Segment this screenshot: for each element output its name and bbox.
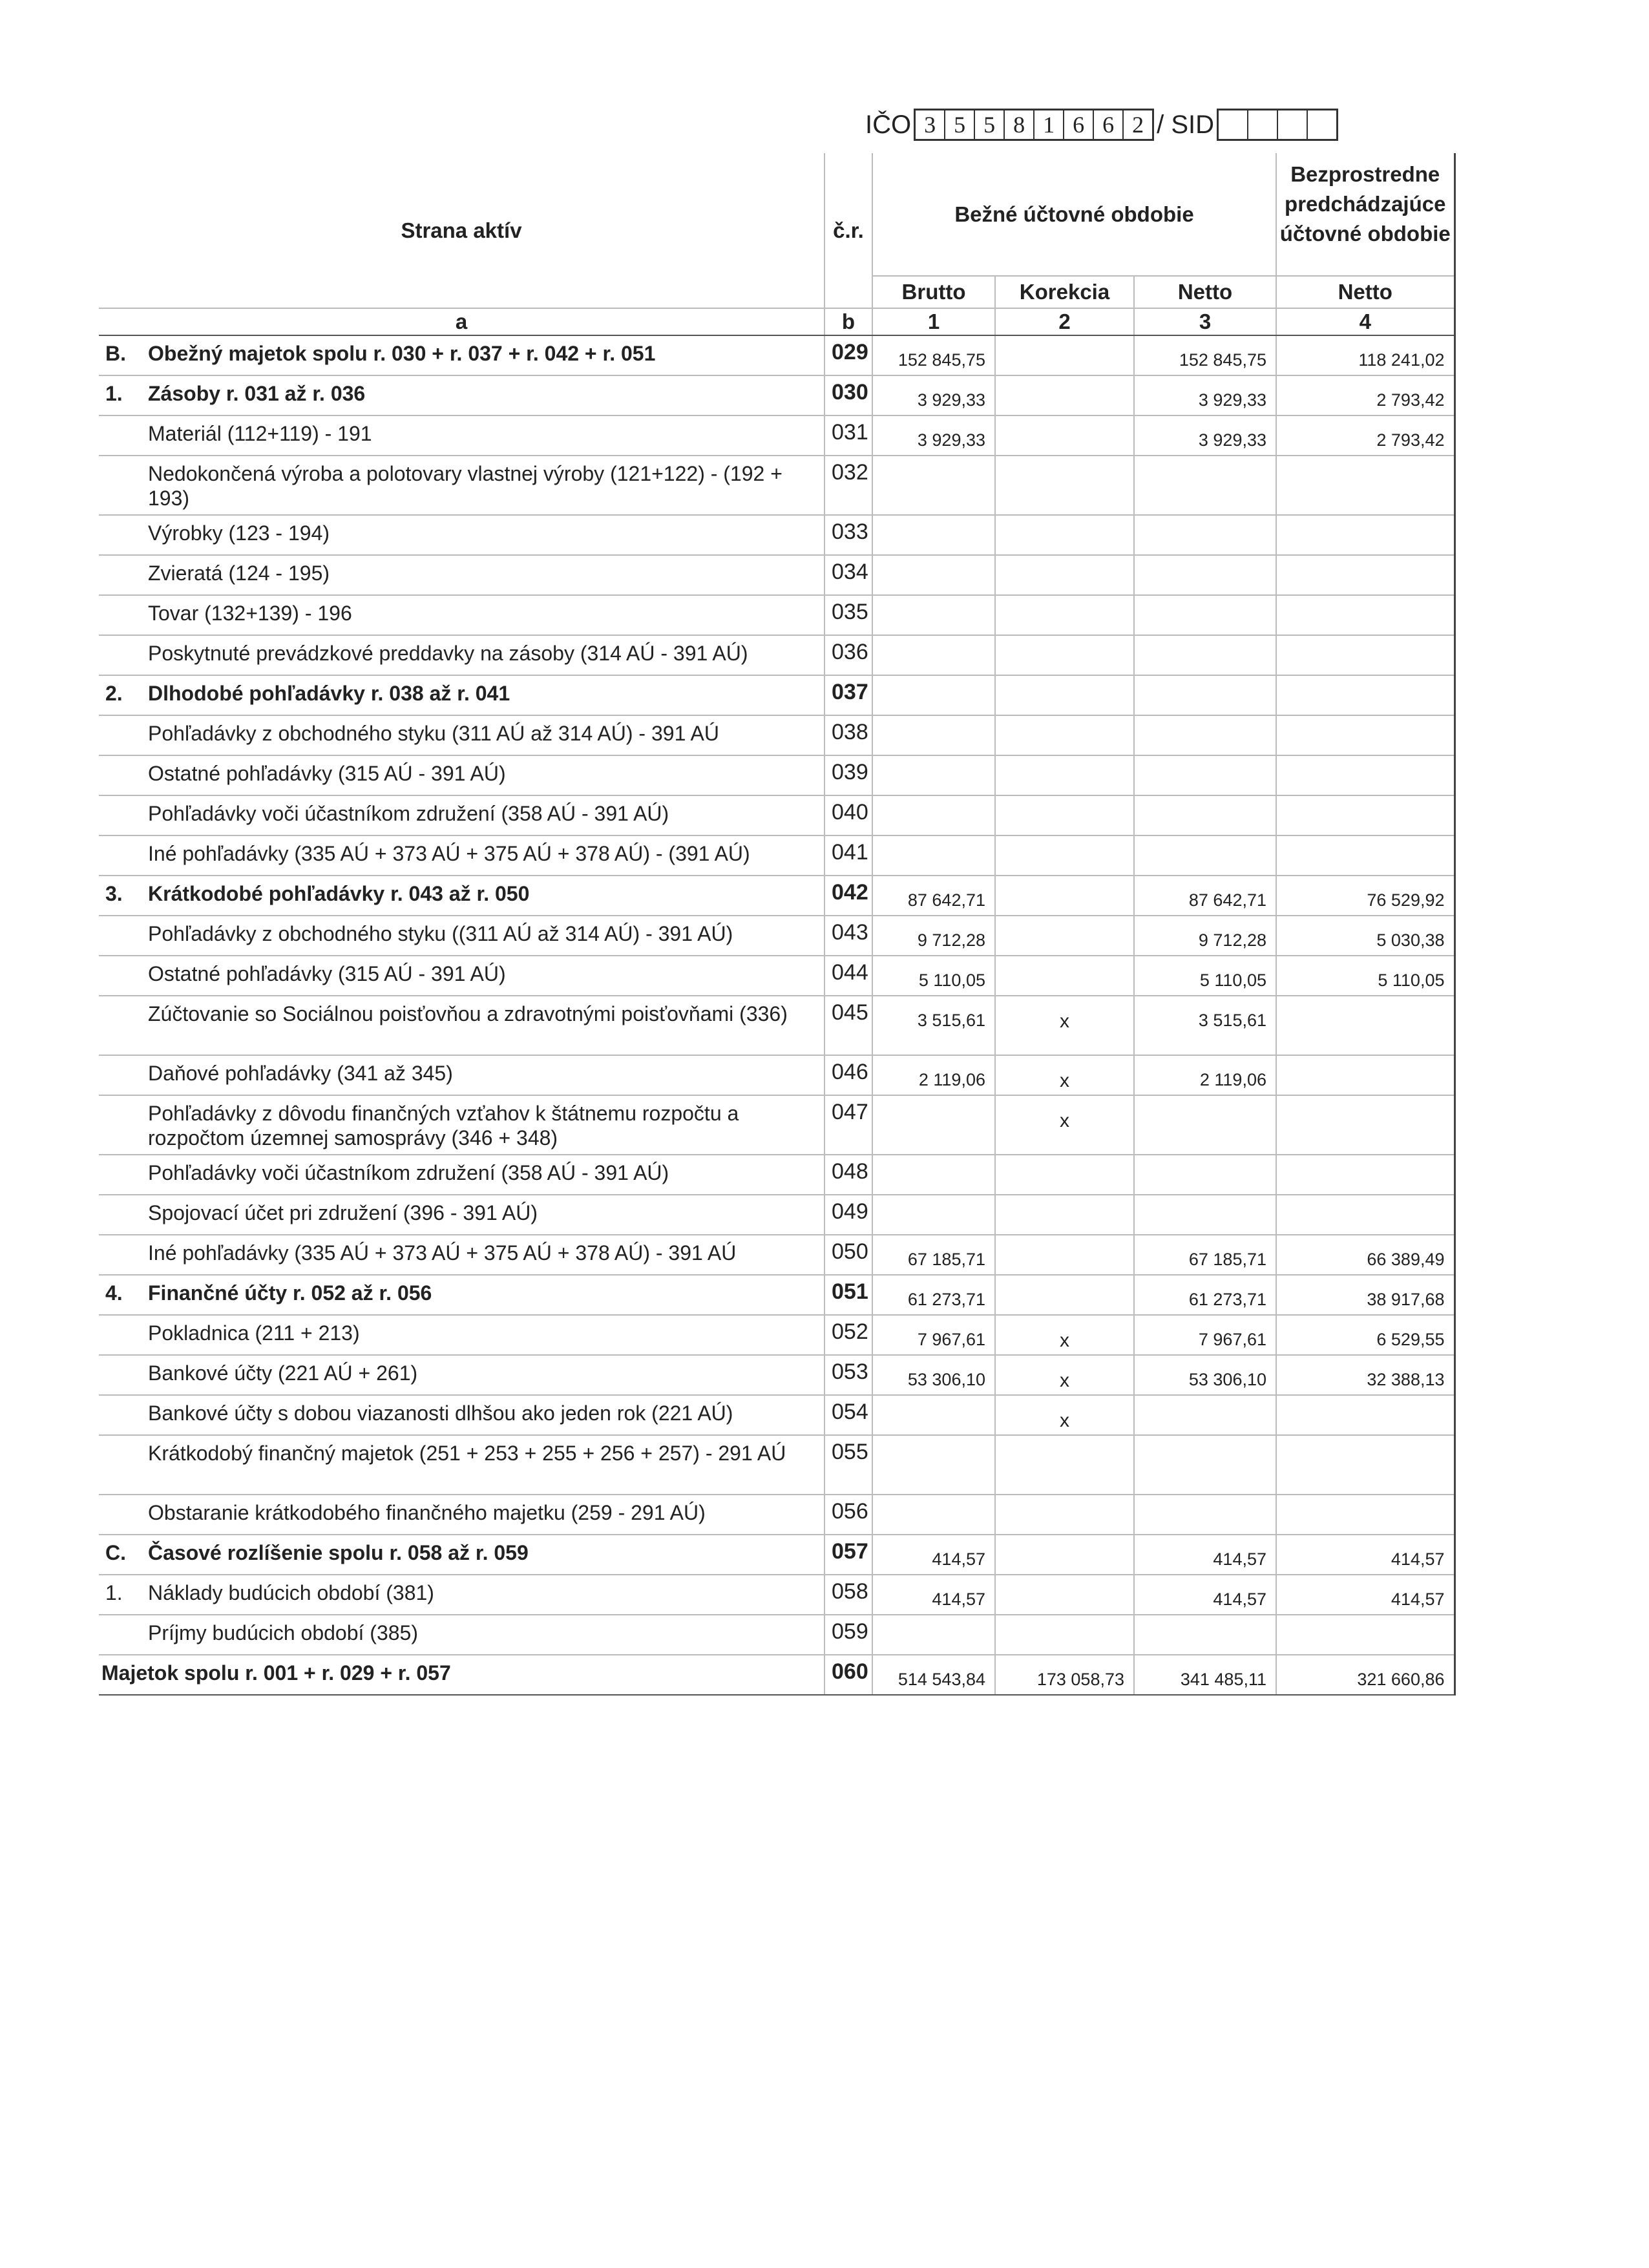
cell-netto (1134, 1495, 1276, 1535)
cell-korekcia: x (995, 1355, 1134, 1395)
cell-netto: 152 845,75 (1134, 335, 1276, 375)
cell-netto-prev (1276, 515, 1455, 555)
cell-netto-prev: 2 793,42 (1276, 415, 1455, 456)
row-label-text: Tovar (132+139) - 196 (148, 602, 352, 625)
cell-netto (1134, 1195, 1276, 1235)
cell-korekcia (995, 916, 1134, 956)
cell-brutto (872, 795, 995, 835)
row-label (99, 755, 824, 795)
ico-digit: 6 (1064, 110, 1094, 139)
row-label (99, 635, 824, 675)
table-row (99, 795, 1455, 835)
row-label-text: Daňové pohľadávky (341 až 345) (148, 1062, 453, 1085)
cell-netto (1134, 1395, 1276, 1435)
row-label-text: Poskytnuté prevádzkové preddavky na zásoby (314 AÚ - 391 AÚ) (148, 642, 748, 665)
row-number: 1. (105, 382, 123, 405)
row-label-text: Pohľadávky z obchodného styku (311 AÚ až 314 AÚ) - 391 AÚ (148, 722, 719, 745)
row-code: 036 (824, 635, 872, 675)
cell-netto-prev: 414,57 (1276, 1575, 1455, 1615)
cell-netto-prev: 66 389,49 (1276, 1235, 1455, 1275)
cell-netto-prev (1276, 1055, 1455, 1095)
col-index-3: 3 (1134, 308, 1276, 335)
sid-label: / SID (1157, 110, 1215, 139)
row-label-text: Majetok spolu r. 001 + r. 029 + r. 057 (101, 1661, 451, 1685)
cell-netto-prev (1276, 795, 1455, 835)
row-label (99, 835, 824, 876)
row-code: 033 (824, 515, 872, 555)
ico-digit: 5 (945, 110, 975, 139)
cell-korekcia (995, 876, 1134, 916)
row-label-text: Ostatné pohľadávky (315 AÚ - 391 AÚ) (148, 762, 506, 785)
col-header-brutto: Brutto (872, 276, 995, 308)
ico-digit-boxes (914, 109, 1154, 141)
cell-netto: 414,57 (1134, 1575, 1276, 1615)
row-label-text: Náklady budúcich období (381) (148, 1581, 434, 1604)
cell-korekcia (995, 1495, 1134, 1535)
cell-brutto (872, 1435, 995, 1495)
row-label (99, 1655, 824, 1695)
cell-korekcia (995, 675, 1134, 715)
table-row (99, 1155, 1455, 1195)
cell-netto: 3 929,33 (1134, 375, 1276, 415)
cell-korekcia (995, 1235, 1134, 1275)
table-row (99, 1575, 1455, 1615)
cell-brutto: 87 642,71 (872, 876, 995, 916)
row-code: 030 (824, 375, 872, 415)
cell-netto-prev (1276, 675, 1455, 715)
ico-digit: 2 (1132, 112, 1144, 138)
cell-korekcia (995, 956, 1134, 996)
cell-korekcia (995, 595, 1134, 635)
row-code: 040 (824, 795, 872, 835)
ico-digit: 6 (1094, 110, 1124, 139)
table-row (99, 1615, 1455, 1655)
row-code: 050 (824, 1235, 872, 1275)
row-label (99, 1275, 824, 1315)
row-label-text: Pohľadávky z dôvodu finančných vzťahov k štátnemu rozpočtu a rozpočtom územnej samosprávy (346 + 348) (148, 1102, 739, 1150)
cell-brutto: 3 929,33 (872, 375, 995, 415)
cell-brutto: 414,57 (872, 1535, 995, 1575)
row-label-text: Pohľadávky voči účastníkom združení (358 AÚ - 391 AÚ) (148, 1161, 669, 1184)
row-number: 3. (105, 882, 123, 905)
cell-netto (1134, 456, 1276, 515)
cell-brutto: 2 119,06 (872, 1055, 995, 1095)
row-code: 049 (824, 1195, 872, 1235)
col-index-1: 1 (872, 308, 995, 335)
col-header-cr: č.r. (824, 153, 872, 308)
cell-netto-prev (1276, 996, 1455, 1055)
row-label-text: Zvieratá (124 - 195) (148, 562, 330, 585)
row-label (99, 1315, 824, 1355)
cell-netto: 9 712,28 (1134, 916, 1276, 956)
row-number: 2. (105, 682, 123, 705)
col-index-b: b (824, 308, 872, 335)
row-code: 053 (824, 1355, 872, 1395)
row-code: 057 (824, 1535, 872, 1575)
table-row (99, 1435, 1455, 1495)
row-label (99, 1155, 824, 1195)
row-code: 058 (824, 1575, 872, 1615)
cell-korekcia (995, 715, 1134, 755)
cell-korekcia: x (995, 1055, 1134, 1095)
cell-netto (1134, 795, 1276, 835)
table-row (99, 555, 1455, 595)
table-row (99, 456, 1455, 515)
cell-korekcia (995, 835, 1134, 876)
table-row (99, 876, 1455, 916)
cell-korekcia (995, 755, 1134, 795)
row-code: 041 (824, 835, 872, 876)
sid-digit-box (1219, 110, 1248, 139)
row-code: 055 (824, 1435, 872, 1495)
cell-brutto: 3 515,61 (872, 996, 995, 1055)
cell-netto-prev (1276, 456, 1455, 515)
cell-brutto (872, 1615, 995, 1655)
row-label-text: Krátkodobé pohľadávky r. 043 až r. 050 (148, 882, 530, 905)
row-label (99, 1535, 824, 1575)
row-label (99, 1435, 824, 1495)
row-label (99, 335, 824, 375)
row-code: 059 (824, 1615, 872, 1655)
cell-netto-prev: 321 660,86 (1276, 1655, 1455, 1695)
cell-netto-prev (1276, 1495, 1455, 1535)
table-row (99, 515, 1455, 555)
row-label-text: Krátkodobý finančný majetok (251 + 253 + 255 + 256 + 257) - 291 AÚ (148, 1442, 786, 1465)
sid-boxes (1217, 109, 1338, 141)
cell-netto-prev (1276, 635, 1455, 675)
cell-korekcia (995, 456, 1134, 515)
table-row (99, 755, 1455, 795)
cell-brutto: 9 712,28 (872, 916, 995, 956)
row-label (99, 1055, 824, 1095)
row-code: 048 (824, 1155, 872, 1195)
row-label-text: Časové rozlíšenie spolu r. 058 až r. 059 (148, 1541, 529, 1564)
cell-korekcia (995, 335, 1134, 375)
col-header-netto-prev: Netto (1276, 276, 1455, 308)
row-label-text: Materiál (112+119) - 191 (148, 422, 372, 445)
row-code: 045 (824, 996, 872, 1055)
cell-korekcia (995, 415, 1134, 456)
row-code: 038 (824, 715, 872, 755)
col-header-bezne: Bežné účtovné obdobie (872, 153, 1276, 276)
cell-netto (1134, 715, 1276, 755)
row-code: 051 (824, 1275, 872, 1315)
ico-header (863, 109, 1338, 141)
cell-brutto: 414,57 (872, 1575, 995, 1615)
table-row (99, 1055, 1455, 1095)
cell-netto (1134, 1615, 1276, 1655)
table-row (99, 835, 1455, 876)
cell-brutto (872, 715, 995, 755)
cell-netto-prev (1276, 715, 1455, 755)
table-row (99, 956, 1455, 996)
row-label-text: Pohľadávky z obchodného styku ((311 AÚ až 314 AÚ) - 391 AÚ) (148, 922, 733, 945)
cell-netto-prev: 414,57 (1276, 1535, 1455, 1575)
cell-brutto: 514 543,84 (872, 1655, 995, 1695)
table-row (99, 675, 1455, 715)
cell-korekcia (995, 1195, 1134, 1235)
row-number: B. (105, 342, 126, 365)
cell-netto: 87 642,71 (1134, 876, 1276, 916)
cell-brutto (872, 1195, 995, 1235)
table-row (99, 595, 1455, 635)
cell-brutto: 5 110,05 (872, 956, 995, 996)
cell-netto: 2 119,06 (1134, 1055, 1276, 1095)
cell-korekcia (995, 1275, 1134, 1315)
cell-brutto (872, 675, 995, 715)
cell-netto: 7 967,61 (1134, 1315, 1276, 1355)
ico-digit: 3 (916, 110, 945, 139)
table-row (99, 916, 1455, 956)
table-row (99, 335, 1455, 375)
col-header-netto: Netto (1134, 276, 1276, 308)
row-label (99, 375, 824, 415)
cell-brutto (872, 835, 995, 876)
row-label-text: Zúčtovanie so Sociálnou poisťovňou a zdravotnými poisťovňami (336) (148, 1002, 788, 1025)
row-label-text: Spojovací účet pri združení (396 - 391 AÚ) (148, 1201, 538, 1224)
row-label (99, 1195, 824, 1235)
cell-netto (1134, 1095, 1276, 1155)
cell-netto (1134, 1155, 1276, 1195)
row-label-text: Ostatné pohľadávky (315 AÚ - 391 AÚ) (148, 962, 506, 985)
row-number: 1. (105, 1581, 123, 1604)
cell-netto: 3 929,33 (1134, 415, 1276, 456)
cell-brutto (872, 555, 995, 595)
cell-korekcia: x (995, 1315, 1134, 1355)
cell-brutto (872, 1395, 995, 1435)
row-label-text: Finančné účty r. 052 až r. 056 (148, 1281, 432, 1305)
table-row (99, 1655, 1455, 1695)
row-label-text: Výrobky (123 - 194) (148, 521, 330, 545)
cell-netto: 341 485,11 (1134, 1655, 1276, 1695)
row-label (99, 1355, 824, 1395)
row-code: 029 (824, 335, 872, 375)
row-label (99, 415, 824, 456)
cell-netto: 61 273,71 (1134, 1275, 1276, 1315)
row-code: 044 (824, 956, 872, 996)
cell-brutto (872, 635, 995, 675)
row-label-text: Zásoby r. 031 až r. 036 (148, 382, 366, 405)
cell-korekcia (995, 635, 1134, 675)
row-label-text: Pokladnica (211 + 213) (148, 1321, 360, 1345)
cell-netto-prev: 2 793,42 (1276, 375, 1455, 415)
cell-korekcia: x (995, 1395, 1134, 1435)
row-code: 047 (824, 1095, 872, 1155)
cell-netto-prev (1276, 555, 1455, 595)
col-index-2: 2 (995, 308, 1134, 335)
row-code: 039 (824, 755, 872, 795)
row-code: 046 (824, 1055, 872, 1095)
cell-netto (1134, 835, 1276, 876)
cell-brutto: 3 929,33 (872, 415, 995, 456)
cell-netto-prev: 76 529,92 (1276, 876, 1455, 916)
cell-netto (1134, 1435, 1276, 1495)
cell-korekcia: x (995, 996, 1134, 1055)
cell-netto-prev (1276, 835, 1455, 876)
cell-netto (1134, 755, 1276, 795)
cell-brutto: 53 306,10 (872, 1355, 995, 1395)
row-label-text: Obežný majetok spolu r. 030 + r. 037 + r. 042 + r. 051 (148, 342, 656, 365)
table-row (99, 1495, 1455, 1535)
table-row (99, 996, 1455, 1055)
cell-korekcia (995, 1155, 1134, 1195)
table-row (99, 1395, 1455, 1435)
cell-brutto (872, 1155, 995, 1195)
cell-brutto (872, 595, 995, 635)
row-label (99, 595, 824, 635)
cell-netto (1134, 675, 1276, 715)
cell-netto-prev (1276, 1095, 1455, 1155)
cell-netto-prev (1276, 1395, 1455, 1435)
col-header-predch: Bezprostredne predchádzajúce účtovné obdobie (1276, 153, 1455, 276)
row-label (99, 1615, 824, 1655)
cell-brutto: 67 185,71 (872, 1235, 995, 1275)
table-row (99, 635, 1455, 675)
row-label (99, 675, 824, 715)
cell-netto-prev (1276, 595, 1455, 635)
cell-korekcia (995, 1435, 1134, 1495)
cell-korekcia (995, 515, 1134, 555)
row-code: 042 (824, 876, 872, 916)
cell-netto-prev: 6 529,55 (1276, 1315, 1455, 1355)
cell-brutto (872, 456, 995, 515)
table-row (99, 375, 1455, 415)
sid-digit-box (1248, 110, 1278, 139)
table-row (99, 1315, 1455, 1355)
ico-label: IČO (865, 110, 912, 139)
row-number: C. (105, 1541, 126, 1564)
row-code: 035 (824, 595, 872, 635)
table-row (99, 715, 1455, 755)
col-header-strana: Strana aktív (99, 153, 824, 308)
row-label (99, 1095, 824, 1155)
table-row (99, 1355, 1455, 1395)
cell-brutto (872, 1495, 995, 1535)
cell-netto-prev (1276, 1435, 1455, 1495)
cell-netto-prev: 32 388,13 (1276, 1355, 1455, 1395)
row-code: 060 (824, 1655, 872, 1695)
col-index-a: a (99, 308, 824, 335)
row-code: 037 (824, 675, 872, 715)
sid-digit-box (1278, 110, 1308, 139)
sid-digit-box (1308, 110, 1336, 139)
cell-netto: 414,57 (1134, 1535, 1276, 1575)
cell-netto-prev: 118 241,02 (1276, 335, 1455, 375)
row-label (99, 795, 824, 835)
cell-korekcia (995, 375, 1134, 415)
cell-netto: 5 110,05 (1134, 956, 1276, 996)
row-label-text: Pohľadávky voči účastníkom združení (358 AÚ - 391 AÚ) (148, 802, 669, 825)
cell-brutto: 7 967,61 (872, 1315, 995, 1355)
cell-netto-prev (1276, 1195, 1455, 1235)
cell-korekcia (995, 1575, 1134, 1615)
table-row (99, 1235, 1455, 1275)
assets-table (99, 153, 1456, 1696)
cell-netto: 53 306,10 (1134, 1355, 1276, 1395)
cell-netto-prev: 5 030,38 (1276, 916, 1455, 956)
cell-korekcia (995, 1615, 1134, 1655)
col-index-4: 4 (1276, 308, 1455, 335)
row-label-text: Bankové účty (221 AÚ + 261) (148, 1361, 418, 1385)
cell-netto-prev (1276, 1615, 1455, 1655)
table-row (99, 1275, 1455, 1315)
row-code: 052 (824, 1315, 872, 1355)
row-label (99, 1495, 824, 1535)
cell-netto-prev (1276, 1155, 1455, 1195)
row-label (99, 715, 824, 755)
cell-korekcia: x (995, 1095, 1134, 1155)
cell-netto: 3 515,61 (1134, 996, 1276, 1055)
row-label-text: Dlhodobé pohľadávky r. 038 až r. 041 (148, 682, 510, 705)
row-label-text: Obstaranie krátkodobého finančného majetku (259 - 291 AÚ) (148, 1501, 706, 1524)
row-label (99, 1235, 824, 1275)
cell-netto-prev: 5 110,05 (1276, 956, 1455, 996)
cell-brutto (872, 1095, 995, 1155)
ico-digit: 8 (1005, 110, 1035, 139)
cell-korekcia: 173 058,73 (995, 1655, 1134, 1695)
cell-brutto (872, 515, 995, 555)
cell-brutto (872, 755, 995, 795)
row-code: 054 (824, 1395, 872, 1435)
cell-netto-prev (1276, 755, 1455, 795)
row-code: 034 (824, 555, 872, 595)
row-code: 056 (824, 1495, 872, 1535)
row-label (99, 876, 824, 916)
cell-netto-prev: 38 917,68 (1276, 1275, 1455, 1315)
cell-brutto: 61 273,71 (872, 1275, 995, 1315)
row-label-text: Iné pohľadávky (335 AÚ + 373 AÚ + 375 AÚ + 378 AÚ) - (391 AÚ) (148, 842, 750, 865)
cell-netto (1134, 515, 1276, 555)
row-label-text: Nedokončená výroba a polotovary vlastnej výroby (121+122) - (192 + 193) (148, 462, 782, 510)
table-row (99, 1535, 1455, 1575)
row-label (99, 956, 824, 996)
row-label (99, 1575, 824, 1615)
row-code: 032 (824, 456, 872, 515)
ico-digit: 5 (975, 110, 1005, 139)
row-label (99, 555, 824, 595)
row-label (99, 515, 824, 555)
table-row (99, 1095, 1455, 1155)
table-row (99, 415, 1455, 456)
cell-netto: 67 185,71 (1134, 1235, 1276, 1275)
row-label-text: Bankové účty s dobou viazanosti dlhšou ako jeden rok (221 AÚ) (148, 1402, 733, 1425)
row-label (99, 456, 824, 515)
cell-netto (1134, 595, 1276, 635)
cell-brutto: 152 845,75 (872, 335, 995, 375)
cell-netto (1134, 555, 1276, 595)
row-label-text: Iné pohľadávky (335 AÚ + 373 AÚ + 375 AÚ + 378 AÚ) - 391 AÚ (148, 1241, 737, 1265)
cell-netto (1134, 635, 1276, 675)
row-label (99, 916, 824, 956)
ico-digit: 1 (1035, 110, 1064, 139)
row-label (99, 1395, 824, 1435)
row-code: 043 (824, 916, 872, 956)
table-row (99, 1195, 1455, 1235)
cell-korekcia (995, 795, 1134, 835)
row-label (99, 996, 824, 1055)
row-number: 4. (105, 1281, 123, 1305)
cell-korekcia (995, 555, 1134, 595)
col-header-korekcia: Korekcia (995, 276, 1134, 308)
row-code: 031 (824, 415, 872, 456)
cell-korekcia (995, 1535, 1134, 1575)
row-label-text: Príjmy budúcich období (385) (148, 1621, 418, 1644)
